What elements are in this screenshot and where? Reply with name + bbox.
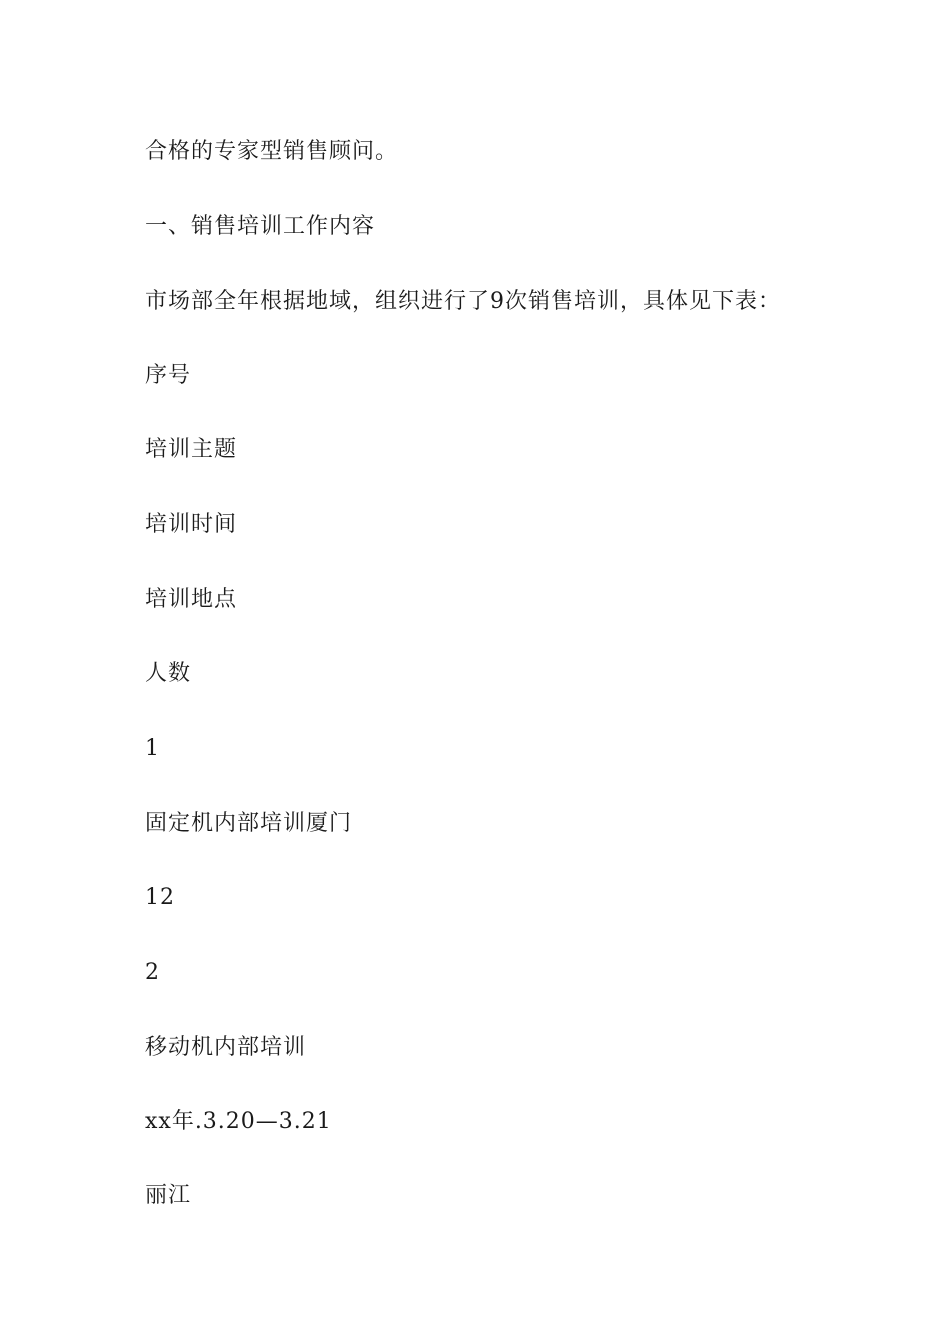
- table-header-time: 培训时间: [145, 512, 238, 537]
- table-header-serial: 序号: [145, 363, 192, 388]
- table-header-topic: 培训主题: [145, 437, 238, 462]
- table-cell-count: 12: [145, 885, 175, 910]
- table-cell-serial: 1: [145, 736, 160, 761]
- table-cell-time: xx年.3.20—3.21: [145, 1109, 332, 1134]
- table-cell-topic: 移动机内部培训: [145, 1035, 307, 1060]
- table-cell-topic: 固定机内部培训厦门: [145, 811, 353, 836]
- table-header-count: 人数: [145, 661, 192, 686]
- paragraph-text: 市场部全年根据地域，组织进行了9次销售培训，具体见下表：: [145, 289, 781, 314]
- table-cell-serial: 2: [145, 960, 160, 985]
- section-heading: 一、销售培训工作内容: [145, 214, 376, 239]
- intro-text-line: 合格的专家型销售顾问。: [145, 139, 399, 164]
- table-header-location: 培训地点: [145, 587, 238, 612]
- table-cell-location: 丽江: [145, 1183, 192, 1208]
